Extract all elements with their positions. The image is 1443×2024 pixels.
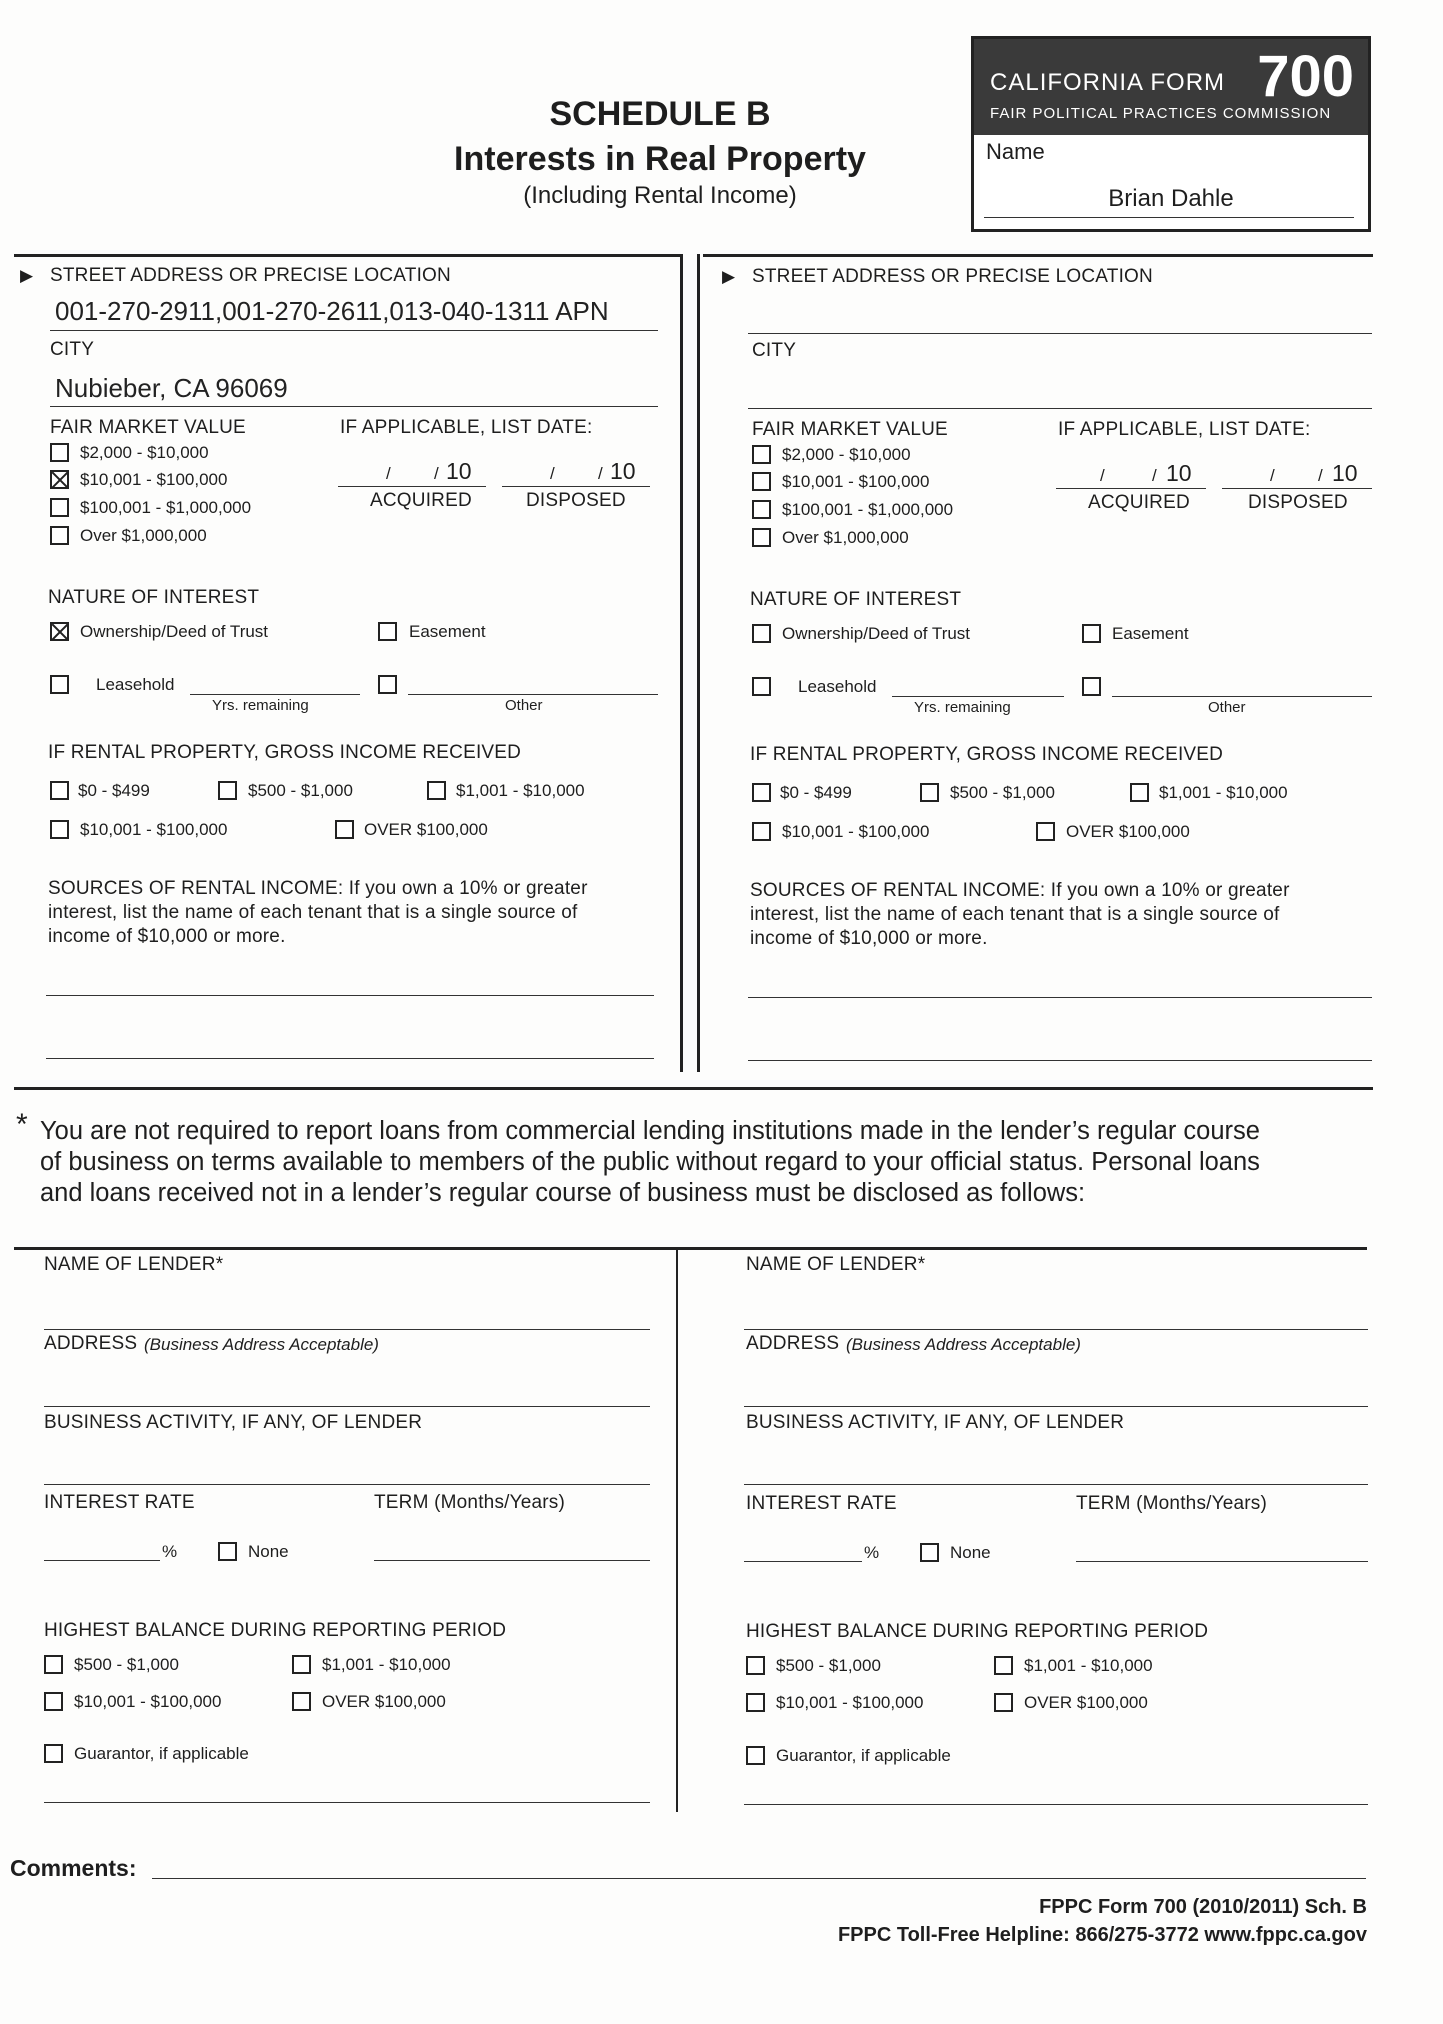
rental-checkbox-2[interactable]: [427, 781, 446, 800]
other-underline[interactable]: [1112, 696, 1372, 697]
other-checkbox[interactable]: [378, 675, 397, 694]
address-note: (Business Address Acceptable): [144, 1335, 379, 1354]
rental-option-4: OVER $100,000: [1066, 822, 1190, 841]
street-arrow-icon: ▶: [20, 266, 34, 285]
ownership-checkbox[interactable]: [50, 622, 69, 641]
commission-label: FAIR POLITICAL PRACTICES COMMISSION: [990, 105, 1332, 122]
ownership-checkbox[interactable]: [752, 624, 771, 643]
lender-line[interactable]: [744, 1329, 1368, 1330]
sources-text-2: interest, list the name of each tenant that is a single source of: [48, 902, 578, 923]
city-label: CITY: [50, 339, 95, 360]
activity-line[interactable]: [744, 1484, 1368, 1485]
rental-checkbox-3[interactable]: [50, 820, 69, 839]
easement-label: Easement: [409, 622, 486, 641]
acquired-year: 10: [1166, 460, 1192, 486]
rental-checkbox-3[interactable]: [752, 822, 771, 841]
percent-sign: %: [162, 1542, 178, 1561]
balance-checkbox-0[interactable]: [44, 1655, 63, 1674]
term-line[interactable]: [1076, 1561, 1368, 1562]
balance-option-3: OVER $100,000: [322, 1692, 446, 1711]
rental-checkbox-0[interactable]: [752, 783, 771, 802]
fmv-option-0: $2,000 - $10,000: [80, 443, 209, 462]
other-underline[interactable]: [408, 694, 658, 695]
street-underline: [748, 333, 1372, 334]
guarantor-checkbox[interactable]: [746, 1746, 765, 1765]
property-divider-right: [697, 254, 700, 1072]
street-label: STREET ADDRESS OR PRECISE LOCATION: [50, 265, 451, 286]
term-label: TERM (Months/Years): [1076, 1493, 1268, 1514]
disposed-date-field[interactable]: [502, 458, 650, 488]
lender-line[interactable]: [44, 1329, 650, 1330]
balance-checkbox-0[interactable]: [746, 1656, 765, 1675]
balance-option-1: $1,001 - $10,000: [1024, 1656, 1153, 1675]
form-reference: FPPC Form 700 (2010/2011) Sch. B: [1039, 1896, 1367, 1918]
easement-label: Easement: [1112, 624, 1189, 643]
none-checkbox[interactable]: [920, 1543, 939, 1562]
yrs-remaining-label: Yrs. remaining: [914, 699, 1011, 716]
notice-line-2: of business on terms available to members of the public without regard to your official status. Personal loans: [40, 1148, 1260, 1176]
form-number: 700: [1257, 44, 1354, 109]
balance-option-1: $1,001 - $10,000: [322, 1655, 451, 1674]
disposed-label: DISPOSED: [1248, 492, 1348, 513]
loan-divider: [676, 1250, 678, 1812]
leasehold-label: Leasehold: [798, 677, 877, 696]
leasehold-checkbox[interactable]: [50, 675, 69, 694]
acquired-label: ACQUIRED: [370, 490, 472, 511]
lender-label: NAME OF LENDER*: [746, 1254, 926, 1275]
form-id-box: [971, 36, 1371, 232]
acquired-underline: [338, 486, 486, 487]
nature-label: NATURE OF INTEREST: [48, 587, 260, 608]
none-checkbox[interactable]: [218, 1542, 237, 1561]
rental-option-1: $500 - $1,000: [248, 781, 353, 800]
fmv-label: FAIR MARKET VALUE: [50, 417, 246, 438]
sources-text-3: income of $10,000 or more.: [750, 928, 988, 949]
notice-line-1: You are not required to report loans from commercial lending institutions made in the lender’s regular course: [40, 1117, 1260, 1145]
property-divider-left: [680, 254, 683, 1072]
balance-option-2: $10,001 - $100,000: [74, 1692, 222, 1711]
rental-checkbox-1[interactable]: [920, 783, 939, 802]
fmv-option-2: $100,001 - $1,000,000: [782, 500, 954, 519]
other-label: Other: [1208, 699, 1246, 716]
disposed-sep-2: /: [1318, 466, 1323, 485]
street-value[interactable]: 001-270-2911,001-270-2611,013-040-1311 APN: [55, 296, 609, 326]
fmv-option-2: $100,001 - $1,000,000: [80, 498, 252, 517]
other-label: Other: [505, 697, 543, 714]
balance-checkbox-1[interactable]: [994, 1656, 1013, 1675]
disposed-year: 10: [610, 458, 636, 484]
rental-label: IF RENTAL PROPERTY, GROSS INCOME RECEIVED: [750, 744, 1224, 765]
acquired-underline: [1056, 488, 1206, 489]
none-label: None: [950, 1543, 991, 1562]
tenant-line-2[interactable]: [46, 1058, 654, 1059]
balance-option-2: $10,001 - $100,000: [776, 1693, 924, 1712]
activity-line[interactable]: [44, 1484, 650, 1485]
street-label: STREET ADDRESS OR PRECISE LOCATION: [752, 266, 1153, 287]
form-label: CALIFORNIA FORM: [990, 69, 1226, 96]
loan-top-rule: [14, 1247, 1367, 1250]
balance-label: HIGHEST BALANCE DURING REPORTING PERIOD: [746, 1621, 1209, 1642]
rental-checkbox-2[interactable]: [1130, 783, 1149, 802]
balance-option-0: $500 - $1,000: [74, 1655, 179, 1674]
notice-asterisk: *: [16, 1108, 28, 1141]
city-label: CITY: [752, 340, 797, 361]
city-underline: [50, 406, 658, 407]
tenant-line-2[interactable]: [748, 1060, 1372, 1061]
name-value[interactable]: Brian Dahle: [1108, 185, 1234, 212]
lender-label: NAME OF LENDER*: [44, 1254, 224, 1275]
activity-label: BUSINESS ACTIVITY, IF ANY, OF LENDER: [44, 1412, 423, 1433]
balance-checkbox-2[interactable]: [746, 1693, 765, 1712]
guarantor-label: Guarantor, if applicable: [776, 1746, 951, 1765]
rate-label: INTEREST RATE: [746, 1493, 897, 1514]
rental-option-3: $10,001 - $100,000: [782, 822, 930, 841]
street-underline: [50, 330, 658, 331]
page-title: Interests in Real Property: [454, 140, 866, 178]
sources-text-3: income of $10,000 or more.: [48, 926, 286, 947]
rental-option-2: $1,001 - $10,000: [456, 781, 585, 800]
address-line[interactable]: [44, 1406, 650, 1407]
fmv-label: FAIR MARKET VALUE: [752, 419, 948, 440]
none-label: None: [248, 1542, 289, 1561]
guarantor-checkbox[interactable]: [44, 1744, 63, 1763]
acquired-sep-2: /: [1152, 466, 1157, 485]
comments-label: Comments:: [10, 1855, 137, 1881]
balance-checkbox-3[interactable]: [994, 1693, 1013, 1712]
rate-line[interactable]: [44, 1560, 160, 1561]
guarantor-line[interactable]: [44, 1802, 650, 1803]
easement-checkbox[interactable]: [1082, 624, 1101, 643]
fmv-option-1: $10,001 - $100,000: [80, 470, 228, 489]
acquired-label: ACQUIRED: [1088, 492, 1190, 513]
fmv-checkbox-1[interactable]: [752, 472, 771, 491]
rate-label: INTEREST RATE: [44, 1492, 195, 1513]
ownership-label: Ownership/Deed of Trust: [80, 622, 269, 641]
fmv-checkbox-0[interactable]: [50, 443, 69, 462]
fmv-checkbox-1[interactable]: [50, 470, 69, 489]
ownership-label: Ownership/Deed of Trust: [782, 624, 971, 643]
easement-checkbox[interactable]: [378, 622, 397, 641]
fmv-checkbox-2[interactable]: [50, 498, 69, 517]
term-label: TERM (Months/Years): [374, 1492, 566, 1513]
sources-text-1: SOURCES OF RENTAL INCOME: If you own a 10% or greater: [48, 878, 588, 899]
sources-text-2: interest, list the name of each tenant that is a single source of: [750, 904, 1280, 925]
fmv-checkbox-3[interactable]: [752, 528, 771, 547]
leasehold-label: Leasehold: [96, 675, 175, 694]
disposed-label: DISPOSED: [526, 490, 626, 511]
rental-label: IF RENTAL PROPERTY, GROSS INCOME RECEIVED: [48, 742, 522, 763]
other-checkbox[interactable]: [1082, 677, 1101, 696]
disposed-underline: [502, 486, 650, 487]
fmv-checkbox-0[interactable]: [752, 445, 771, 464]
balance-checkbox-1[interactable]: [292, 1655, 311, 1674]
guarantor-line[interactable]: [744, 1804, 1368, 1805]
rental-checkbox-4[interactable]: [335, 820, 354, 839]
disposed-year: 10: [1332, 460, 1358, 486]
name-underline: [984, 217, 1354, 218]
date-label: IF APPLICABLE, LIST DATE:: [340, 417, 593, 438]
property-top-rule-left: [14, 254, 682, 257]
comments-line[interactable]: [152, 1878, 1366, 1879]
leasehold-checkbox[interactable]: [752, 677, 771, 696]
address-label: ADDRESS: [44, 1333, 138, 1354]
yrs-remaining-label: Yrs. remaining: [212, 697, 309, 714]
notice-line-3: and loans received not in a lender’s regular course of business must be disclosed as follows:: [40, 1179, 1086, 1207]
balance-option-3: OVER $100,000: [1024, 1693, 1148, 1712]
guarantor-label: Guarantor, if applicable: [74, 1744, 249, 1763]
form-id-banner: [974, 39, 1368, 135]
disposed-sep-1: /: [1270, 466, 1275, 485]
fmv-checkbox-2[interactable]: [752, 500, 771, 519]
disposed-underline: [1222, 488, 1372, 489]
nature-label: NATURE OF INTEREST: [750, 589, 962, 610]
property-bottom-rule: [14, 1087, 1373, 1090]
rental-option-3: $10,001 - $100,000: [80, 820, 228, 839]
tenant-line-1[interactable]: [46, 995, 654, 996]
page-subtitle: (Including Rental Income): [523, 182, 797, 209]
acquired-date-field[interactable]: [338, 458, 486, 488]
fmv-option-1: $10,001 - $100,000: [782, 472, 930, 491]
rental-option-1: $500 - $1,000: [950, 783, 1055, 802]
fmv-option-0: $2,000 - $10,000: [782, 445, 911, 464]
balance-checkbox-2[interactable]: [44, 1692, 63, 1711]
rental-option-0: $0 - $499: [780, 783, 852, 802]
disposed-sep-2: /: [598, 464, 603, 483]
property-top-rule-right: [703, 254, 1373, 257]
helpline: FPPC Toll-Free Helpline: 866/275-3772 www.fppc.ca.gov: [837, 1924, 1367, 1946]
rental-option-2: $1,001 - $10,000: [1159, 783, 1288, 802]
rental-checkbox-0[interactable]: [50, 781, 69, 800]
fmv-checkbox-3[interactable]: [50, 526, 69, 545]
date-label: IF APPLICABLE, LIST DATE:: [1058, 419, 1311, 440]
address-line[interactable]: [744, 1406, 1368, 1407]
activity-label: BUSINESS ACTIVITY, IF ANY, OF LENDER: [746, 1412, 1125, 1433]
fmv-option-3: Over $1,000,000: [782, 528, 909, 547]
acquired-date-field[interactable]: [1056, 460, 1206, 490]
tenant-line-1[interactable]: [748, 997, 1372, 998]
acquired-sep-2: /: [434, 464, 439, 483]
acquired-sep-1: /: [1100, 466, 1105, 485]
percent-sign: %: [864, 1543, 880, 1562]
disposed-date-field[interactable]: [1222, 460, 1372, 490]
fmv-option-3: Over $1,000,000: [80, 526, 207, 545]
leasehold-underline[interactable]: [892, 696, 1064, 697]
city-underline: [748, 408, 1372, 409]
address-note: (Business Address Acceptable): [846, 1335, 1081, 1354]
rate-line[interactable]: [744, 1561, 862, 1562]
disposed-sep-1: /: [550, 464, 555, 483]
rental-checkbox-1[interactable]: [218, 781, 237, 800]
loan-notice: [40, 1116, 1370, 1209]
name-label: Name: [986, 139, 1045, 164]
acquired-year: 10: [446, 458, 472, 484]
leasehold-underline[interactable]: [190, 694, 360, 695]
balance-checkbox-3[interactable]: [292, 1692, 311, 1711]
rental-option-4: OVER $100,000: [364, 820, 488, 839]
schedule-heading: SCHEDULE B: [549, 95, 771, 133]
city-value[interactable]: Nubieber, CA 96069: [55, 373, 288, 403]
address-label: ADDRESS: [746, 1333, 840, 1354]
term-line[interactable]: [374, 1560, 650, 1561]
sources-text-1: SOURCES OF RENTAL INCOME: If you own a 10% or greater: [750, 880, 1290, 901]
acquired-sep-1: /: [386, 464, 391, 483]
balance-option-0: $500 - $1,000: [776, 1656, 881, 1675]
rental-checkbox-4[interactable]: [1036, 822, 1055, 841]
street-arrow-icon: ▶: [722, 267, 736, 286]
balance-label: HIGHEST BALANCE DURING REPORTING PERIOD: [44, 1620, 507, 1641]
rental-option-0: $0 - $499: [78, 781, 150, 800]
